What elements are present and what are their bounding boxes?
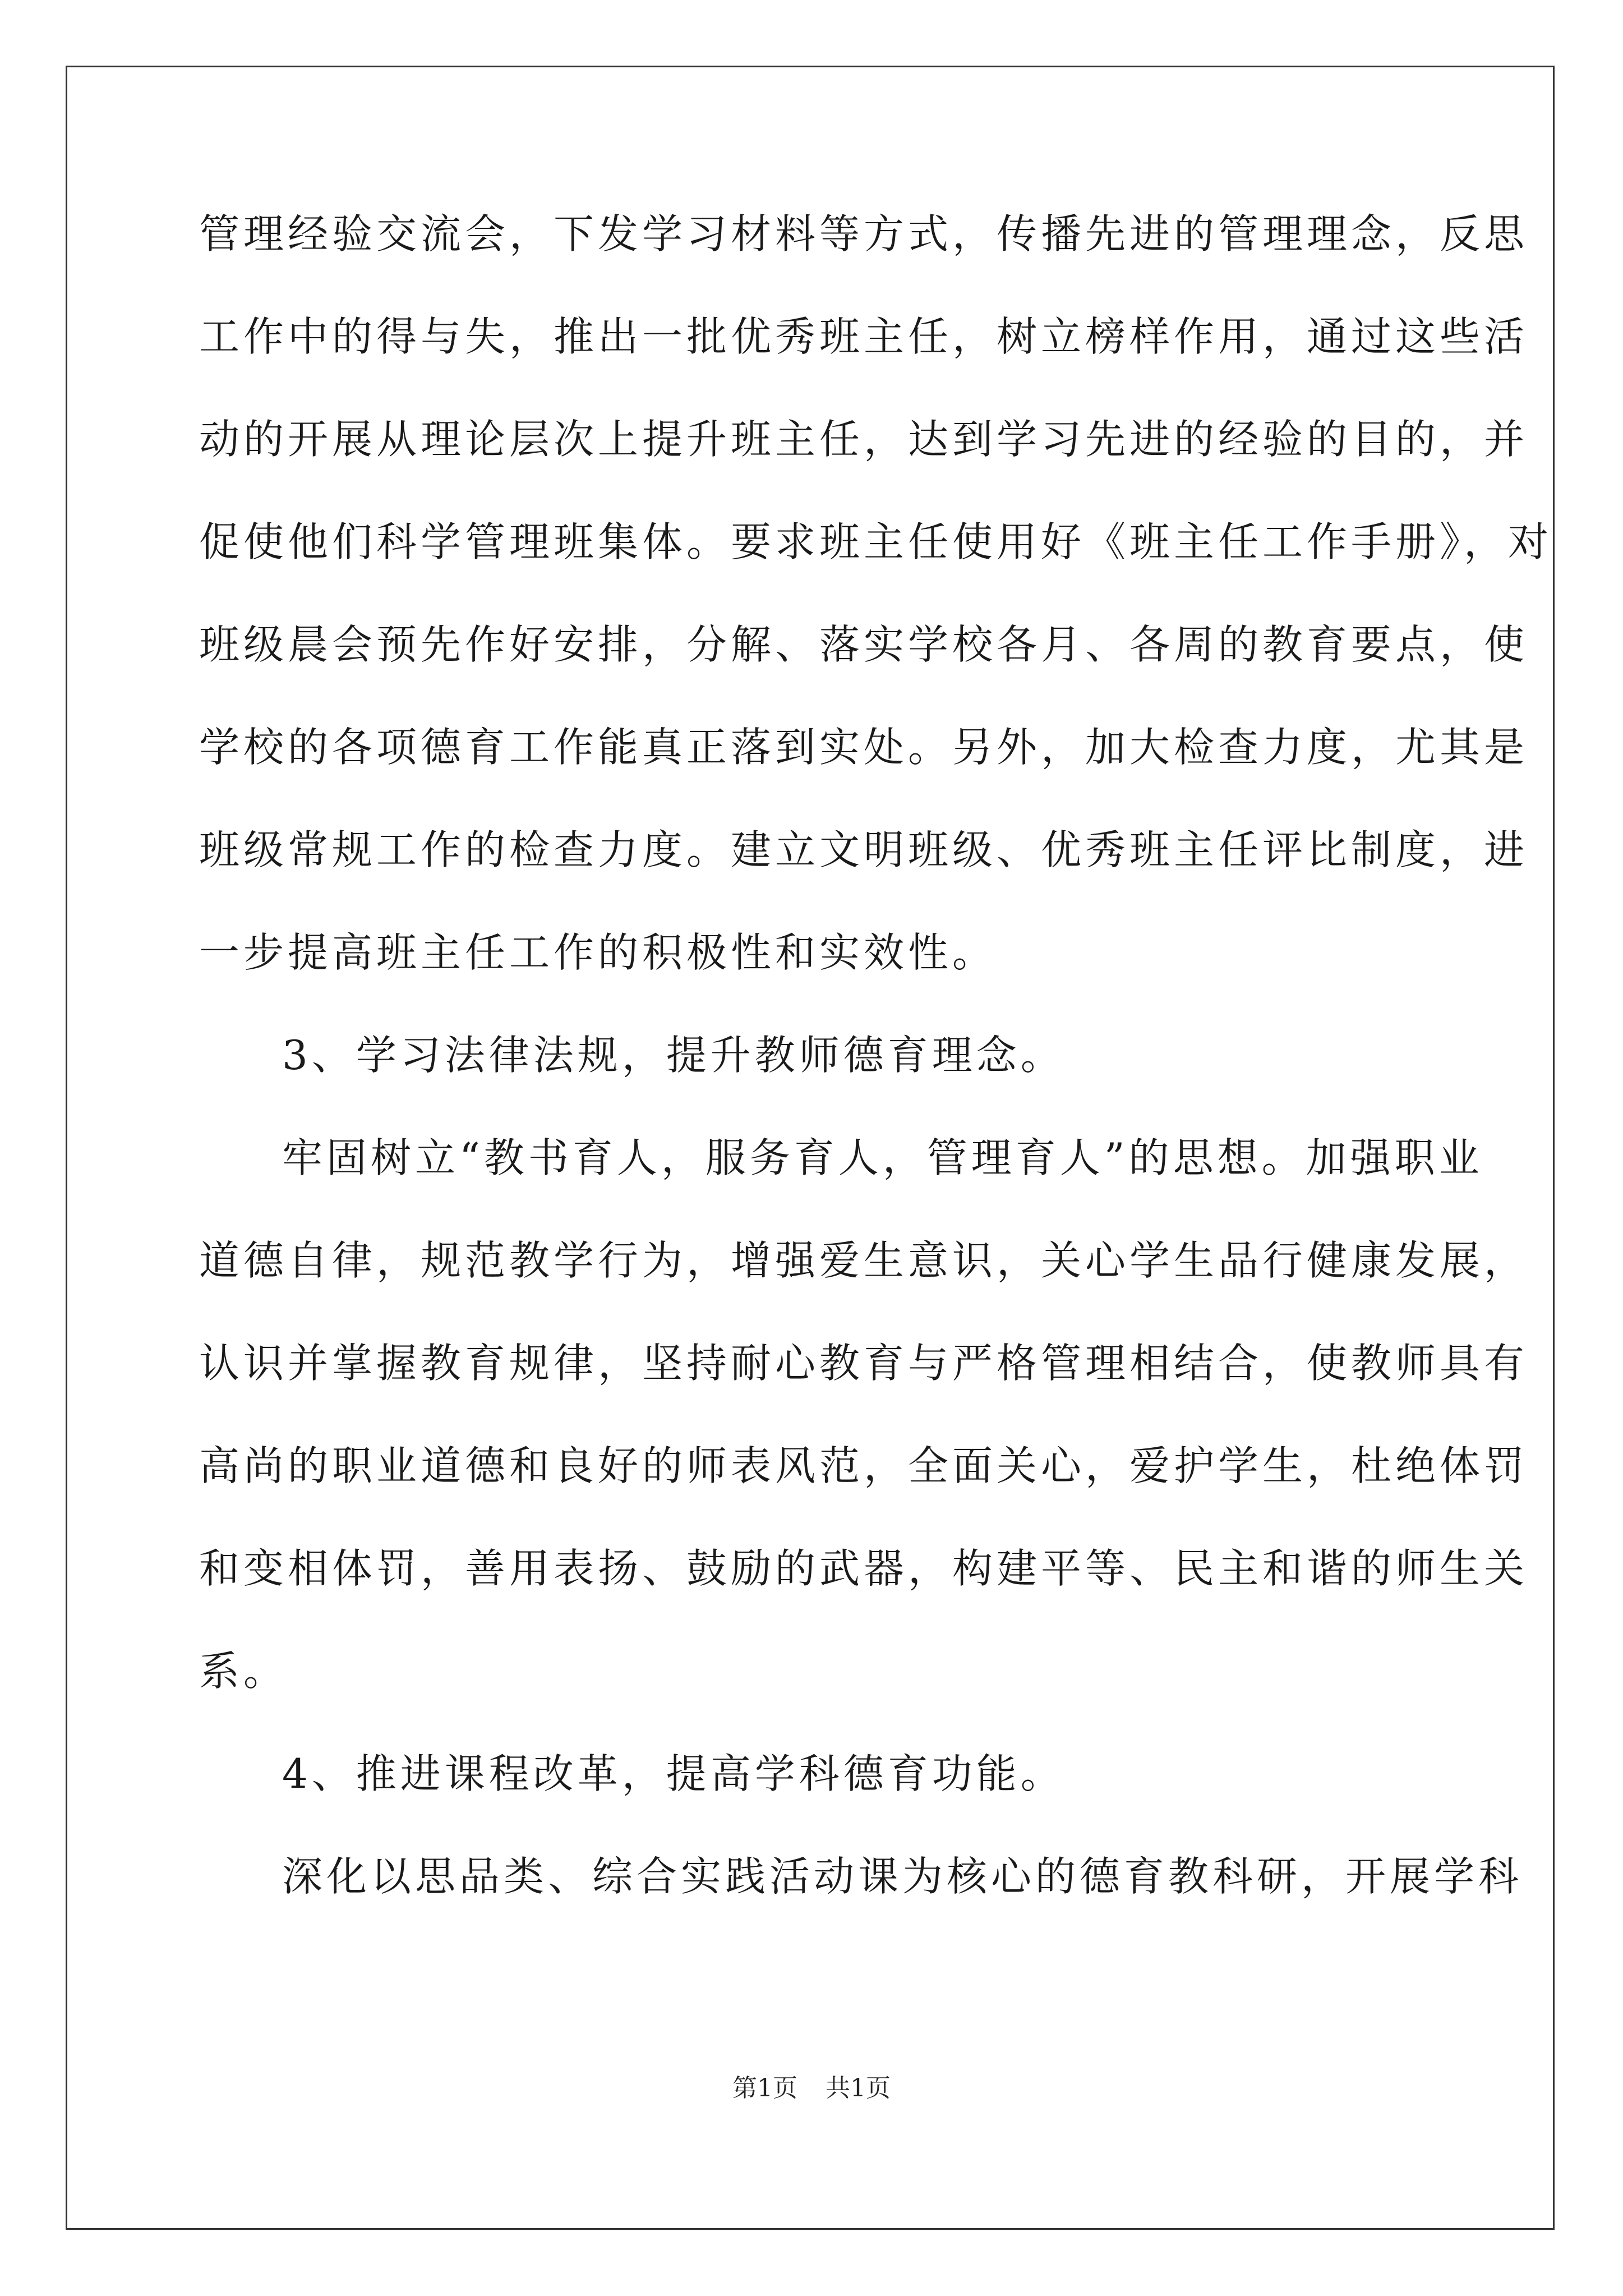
section-heading: 3、学习法律法规，提升教师德育理念。: [282, 1032, 1065, 1079]
page-footer: [0, 2074, 1623, 2102]
page-total: 共1页: [826, 2074, 891, 2102]
paragraph-line: 促使他们科学管理班集体。要求班主任使用好《班主任工作手册》，对: [199, 518, 1553, 565]
paragraph-line: 学校的各项德育工作能真正落到实处。另外，加大检查力度，尤其是: [199, 724, 1529, 771]
paragraph-line: 管理经验交流会，下发学习材料等方式，传播先进的管理理念，反思: [199, 210, 1529, 257]
paragraph-line: 班级常规工作的检查力度。建立文明班级、优秀班主任评比制度，进: [199, 826, 1529, 873]
paragraph-line: 和变相体罚，善用表扬、鼓励的武器，构建平等、民主和谐的师生关: [199, 1545, 1529, 1592]
paragraph-line: 工作中的得与失，推出一批优秀班主任，树立榜样作用，通过这些活: [199, 313, 1529, 360]
paragraph-line: 系。: [199, 1648, 288, 1695]
paragraph-line: 牢固树立“教书育人，服务育人，管理育人”的思想。加强职业: [282, 1134, 1483, 1181]
page-number: 第1页: [732, 2074, 797, 2102]
document-body: [199, 210, 1553, 1958]
paragraph-line: 一步提高班主任工作的积极性和实效性。: [199, 929, 997, 976]
paragraph-line: 道德自律，规范教学行为，增强爱生意识，关心学生品行健康发展，: [199, 1237, 1529, 1284]
paragraph-line: 高尚的职业道德和良好的师表风范，全面关心，爱护学生，杜绝体罚: [199, 1442, 1529, 1489]
paragraph-line: 认识并掌握教育规律，坚持耐心教育与严格管理相结合，使教师具有: [199, 1340, 1529, 1387]
paragraph-line: 深化以思品类、综合实践活动课为核心的德育教科研，开展学科: [282, 1853, 1523, 1900]
paragraph-line: 班级晨会预先作好安排，分解、落实学校各月、各周的教育要点，使: [199, 621, 1529, 668]
paragraph-line: 动的开展从理论层次上提升班主任，达到学习先进的经验的目的，并: [199, 416, 1529, 463]
section-heading: 4、推进课程改革，提高学科德育功能。: [282, 1750, 1065, 1797]
